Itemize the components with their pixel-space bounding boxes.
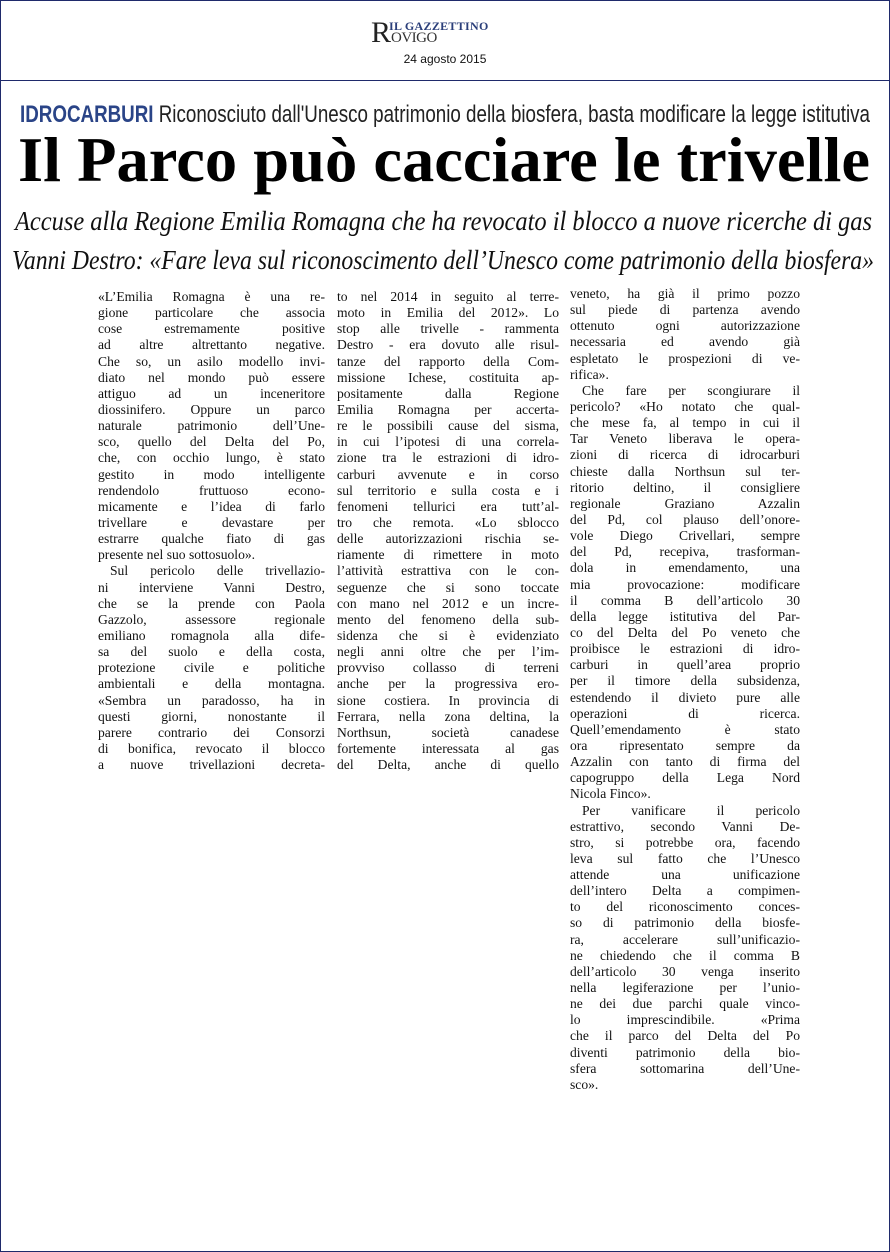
subtitle-1: Accuse alla Regione Emilia Romagna che ha revocato il blocco a nuove ricerche di gas: [15, 206, 872, 236]
text-line: in cui l’ipotesi di una correla-: [337, 434, 559, 450]
text-line: emiliano romagnola alla dife-: [98, 627, 325, 643]
text-line: ni interviene Vanni Destro,: [98, 579, 325, 595]
text-line: estrattivo, secondo Vanni De-: [570, 818, 800, 834]
article-column-3: [570, 286, 800, 1093]
text-line: operazioni di ricerca.: [570, 705, 800, 721]
text-line: ottenuto ogni autorizzazione: [570, 318, 800, 334]
text-line: delle autorizzazioni rischia se-: [337, 531, 559, 547]
subtitle-2: Vanni Destro: «Fare leva sul riconoscimento dell’Unesco come patrimonio della biosfera»: [12, 245, 874, 275]
text-line: che, con occhio lungo, è stato: [98, 450, 325, 466]
text-line: stro, si potrebbe ora, facendo: [570, 834, 800, 850]
text-line: con mano nel 2012 e un incre-: [337, 595, 559, 611]
text-line: dell’intero Delta a compimen-: [570, 883, 800, 899]
text-line: ambientali e della montagna.: [98, 676, 325, 692]
logo-initial: R: [371, 16, 392, 49]
text-line: Gazzolo, assessore regionale: [98, 611, 325, 627]
text-line: carburi in quell’area proprio: [570, 657, 800, 673]
text-line: sco».: [570, 1076, 599, 1092]
text-line: mia provocazione: modificare: [570, 576, 800, 592]
text-line: proibisce le estrazioni di idro-: [570, 641, 800, 657]
text-line: riamente di rimettere in moto: [337, 547, 559, 563]
paragraph: [570, 383, 800, 803]
text-line: del Pd, col plauso dell’onore-: [570, 511, 800, 527]
text-line: estrarre qualche fiato di gas: [98, 531, 325, 547]
text-line: Che so, un asilo modello invi-: [98, 353, 325, 369]
text-line: ne dei due parchi quale vinco-: [570, 996, 800, 1012]
text-line: Emilia Romagna per accerta-: [337, 401, 559, 417]
text-line: gione particolare che associa: [98, 305, 325, 321]
text-line: l’attività estrattiva con le con-: [337, 563, 559, 579]
text-line: il comma B dell’articolo 30: [570, 592, 800, 608]
text-line: pericolo? «Ho notato che qual-: [570, 398, 800, 414]
text-line: attiguo ad un inceneritore: [98, 385, 325, 401]
text-line: seguenze che si sono toccate: [337, 579, 559, 595]
paragraph: [570, 803, 800, 1094]
text-line: di bonifica, revocato il blocco: [98, 740, 325, 756]
kicker-tag: IDROCARBURI: [20, 101, 154, 128]
text-line: provviso collasso di terreni: [337, 660, 559, 676]
text-line: necessaria ed avendo già: [570, 334, 800, 350]
text-line: sa del suolo e della costa,: [98, 644, 325, 660]
text-line: attende una unificazione: [570, 867, 800, 883]
text-line: lo imprescindibile. «Prima: [570, 1012, 800, 1028]
text-line: trivellare e devastare per: [98, 514, 325, 530]
text-line: «L’Emilia Romagna è una re-: [98, 289, 325, 304]
text-line: questi giorni, nonostante il: [98, 708, 325, 724]
text-line: che mese fa, al tempo in cui il: [570, 415, 800, 431]
text-line: ad altre altrettanto negative.: [98, 337, 325, 353]
text-line: Destro - era dovuto alle risul-: [337, 337, 559, 353]
text-line: cose estremamente positive: [98, 321, 325, 337]
text-line: gestito in modo intelligente: [98, 466, 325, 482]
paragraph: [98, 289, 325, 563]
text-line: tro che remota. «Lo sblocco: [337, 514, 559, 530]
text-line: diossinifero. Oppure un parco: [98, 401, 325, 417]
text-line: Tar Veneto liberava le opera-: [570, 431, 800, 447]
text-line: nella legiferazione per l’unio-: [570, 980, 800, 996]
text-line: chieste dalla Northsun sul ter-: [570, 463, 800, 479]
text-line: espletato le prospezioni di ve-: [570, 350, 800, 366]
headline: Il Parco può cacciare le trivelle: [18, 124, 870, 195]
text-line: positamente dalla Regione: [337, 385, 559, 401]
text-line: moto in Emilia del 2012». Lo: [337, 305, 559, 321]
text-line: capogruppo della Lega Nord: [570, 770, 800, 786]
text-line: Che fare per scongiurare il: [582, 382, 800, 398]
text-line: dola in emendamento, una: [570, 560, 800, 576]
paragraph: [98, 563, 325, 773]
logo-edition: OVIGO: [391, 30, 437, 46]
paragraph: [337, 289, 559, 773]
text-line: del Delta, anche di quello: [337, 757, 559, 773]
text-line: sul piede di partenza avendo: [570, 302, 800, 318]
article-column-2: [337, 289, 559, 773]
text-line: so di patrimonio della biosfe-: [570, 915, 800, 931]
text-line: diato nel mondo può essere: [98, 369, 325, 385]
text-line: Per vanificare il pericolo: [582, 802, 800, 818]
text-line: che se la prende con Paola: [98, 595, 325, 611]
text-line: vole Diego Crivellari, sempre: [570, 528, 800, 544]
text-line: Azzalin con tanto di firma del: [570, 754, 800, 770]
text-line: che il parco del Delta del Po: [570, 1028, 800, 1044]
text-line: rifica».: [570, 366, 609, 382]
text-line: carburi avvenute e in corso: [337, 466, 559, 482]
text-line: to nel 2014 in seguito al terre-: [337, 289, 559, 304]
publication-date: 24 agosto 2015: [403, 52, 487, 66]
text-line: Nicola Finco».: [570, 786, 651, 802]
text-line: naturale patrimonio dell’Une-: [98, 418, 325, 434]
text-line: ora ripresentato sempre da: [570, 737, 800, 753]
article-column-1: [98, 289, 325, 773]
text-line: presente nel suo sottosuolo».: [98, 547, 256, 563]
logo-title: IL GAZZETTINO: [389, 19, 489, 33]
text-line: mento del fenomeno della sub-: [337, 611, 559, 627]
text-line: ne chiedendo che il comma B: [570, 947, 800, 963]
text-line: parere contrario dei Consorzi: [98, 724, 325, 740]
clipping-header: [0, 0, 890, 81]
text-line: Quell’emendamento è stato: [570, 721, 800, 737]
text-line: rendendolo fruttuoso econo-: [98, 482, 325, 498]
text-line: regionale Graziano Azzalin: [570, 495, 800, 511]
text-line: missione Ichese, costituita ap-: [337, 369, 559, 385]
text-line: estendendo il divieto pure alle: [570, 689, 800, 705]
text-line: fortemente interessata al gas: [337, 740, 559, 756]
text-line: Northsun, società canadese: [337, 724, 559, 740]
text-line: tanze del rapporto della Com-: [337, 353, 559, 369]
text-line: a nuove trivellazioni decreta-: [98, 757, 325, 773]
text-line: leva sul fatto che l’Unesco: [570, 850, 800, 866]
text-line: veneto, ha già il primo pozzo: [570, 286, 800, 301]
kicker-text: Riconosciuto dall'Unesco patrimonio della biosfera, basta modificare la legge istitutiva: [153, 101, 870, 128]
text-line: diventi patrimonio della bio-: [570, 1044, 800, 1060]
text-line: sul territorio e sulla costa e i: [337, 482, 559, 498]
text-line: Sul pericolo delle trivellazio-: [110, 563, 325, 579]
newspaper-logo: [371, 17, 516, 47]
text-line: micamente e l’idea di farlo: [98, 498, 325, 514]
text-line: del Pd, recepiva, trasforman-: [570, 544, 800, 560]
text-line: re le possibili cause del sisma,: [337, 418, 559, 434]
text-line: sione costiera. In provincia di: [337, 692, 559, 708]
text-line: zione tra le estrazioni di idro-: [337, 450, 559, 466]
text-line: della legge istitutiva del Par-: [570, 608, 800, 624]
text-line: anche per la progressiva ero-: [337, 676, 559, 692]
text-line: «Sembra un paradosso, ha in: [98, 692, 325, 708]
text-line: sco, quello del Delta del Po,: [98, 434, 325, 450]
text-line: sidenza che si è evidenziato: [337, 627, 559, 643]
text-line: co del Delta del Po veneto che: [570, 624, 800, 640]
paragraph: [570, 286, 800, 383]
text-line: stop alle trivelle - rammenta: [337, 321, 559, 337]
text-line: ra, accelerare sull’unificazio-: [570, 931, 800, 947]
text-line: to del riconoscimento conces-: [570, 899, 800, 915]
text-line: negli anni oltre che per l’im-: [337, 644, 559, 660]
text-line: per il timore della subsidenza,: [570, 673, 800, 689]
text-line: fenomeni tellurici era tutt’al-: [337, 498, 559, 514]
text-line: Ferrara, nella zona deltina, la: [337, 708, 559, 724]
text-line: zioni di ricerca di idrocarburi: [570, 447, 800, 463]
text-line: ritorio deltino, il consigliere: [570, 479, 800, 495]
text-line: protezione civile e politiche: [98, 660, 325, 676]
text-line: sfera sottomarina dell’Une-: [570, 1060, 800, 1076]
text-line: dell’articolo 30 venga inserito: [570, 963, 800, 979]
